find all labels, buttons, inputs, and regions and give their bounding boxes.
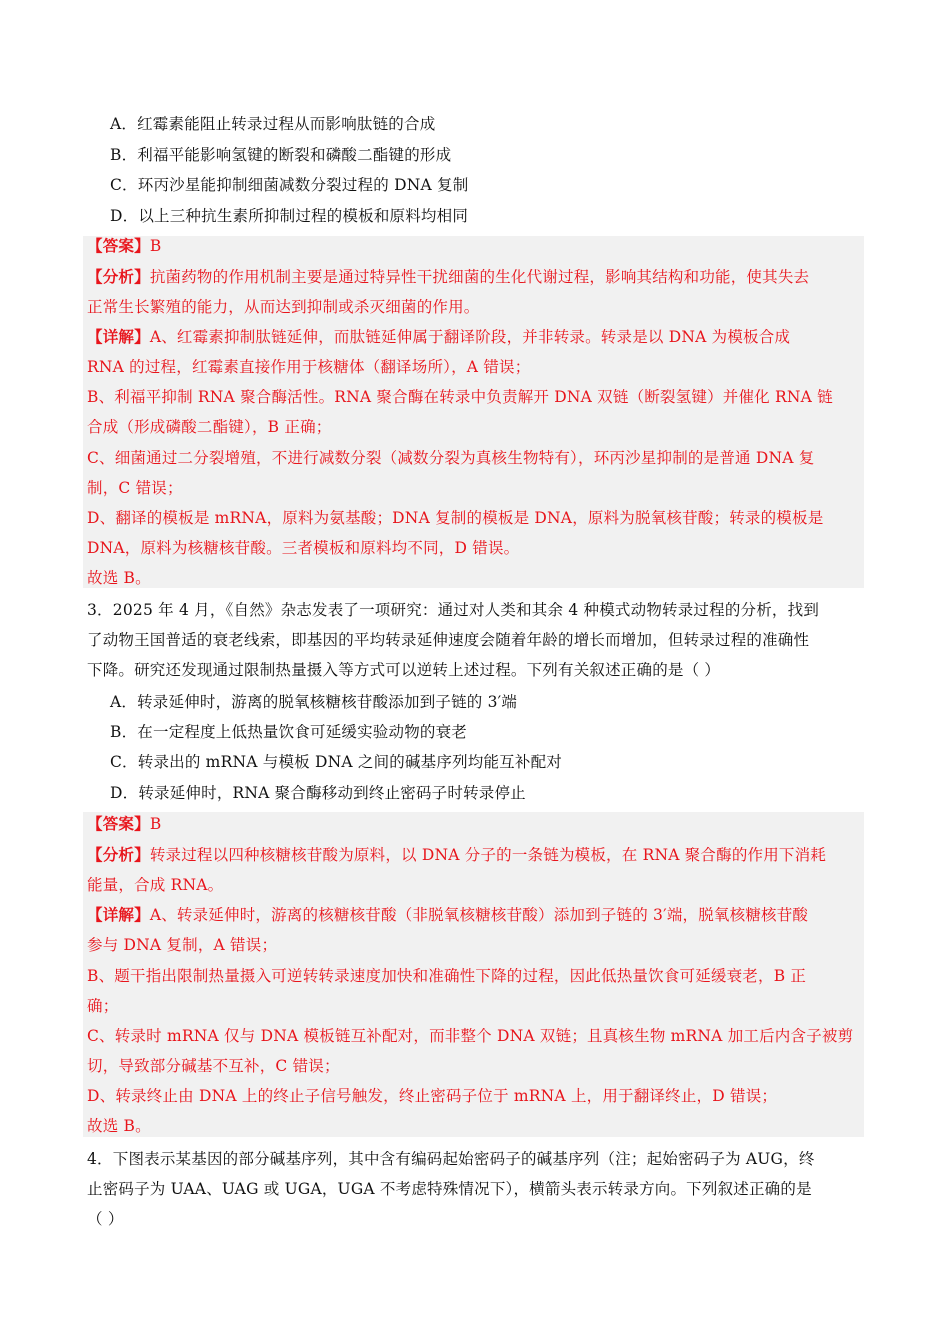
answer-tag: 【答案】 [87, 236, 150, 255]
q4-stem-line-3: （ ） [87, 1210, 124, 1228]
q3-detail-line-7: D、转录终止由 DNA 上的终止子信号触发，终止密码子位于 mRNA 上，用于翻译终止，D 错误； [87, 1087, 778, 1105]
q3-option-c: C．转录出的 mRNA 与模板 DNA 之间的碱基序列均能互补配对 [110, 753, 562, 771]
q2-answer [87, 231, 161, 261]
q3-detail-line-6: 切，导致部分碱基不互补，C 错误； [87, 1057, 340, 1075]
q2-conclusion: 故选 B。 [87, 569, 151, 587]
q2-detail-line-4: 合成（形成磷酸二酯键），B 正确； [87, 418, 332, 436]
q3-analysis-line-1 [87, 840, 826, 870]
q3-detail-line-5: C、转录时 mRNA 仅与 DNA 模板链互补配对，而非整个 DNA 双链；且真核生物 mRNA 加工后内含子被剪 [87, 1027, 854, 1045]
q2-option-d: D．以上三种抗生素所抑制过程的模板和原料均相同 [110, 207, 469, 225]
q2-option-b: B．利福平能影响氢键的断裂和磷酸二酯键的形成 [110, 146, 452, 164]
analysis-text: 抗菌药物的作用机制主要是通过特异性干扰细菌的生化代谢过程，影响其结构和功能，使其失去 [149, 268, 810, 286]
q2-detail-line-3: B、利福平抑制 RNA 聚合酶活性。RNA 聚合酶在转录中负责解开 DNA 双链（断裂氢键）并催化 RNA 链 [87, 388, 833, 406]
q3-option-a: A．转录延伸时，游离的脱氧核糖核苷酸添加到子链的 3′端 [110, 693, 518, 711]
q3-detail-line-1 [87, 900, 808, 930]
q3-detail-line-3: B、题干指出限制热量摄入可逆转转录速度加快和准确性下降的过程，因此低热量饮食可延缓衰老，B 正 [87, 967, 807, 985]
q3-detail-line-4: 确； [87, 997, 119, 1015]
q4-stem-line-2: 止密码子为 UAA、UAG 或 UGA，UGA 不考虑特殊情况下），横箭头表示转录方向。下列叙述正确的是 [87, 1180, 812, 1198]
q3-option-b: B．在一定程度上低热量饮食可延缓实验动物的衰老 [110, 723, 467, 741]
answer-value: B [149, 237, 162, 255]
q2-detail-line-8: DNA，原料为核糖核苷酸。三者模板和原料均不同，D 错误。 [87, 539, 520, 557]
q3-conclusion: 故选 B。 [87, 1117, 151, 1135]
analysis-tag: 【分析】 [87, 267, 150, 286]
q2-detail-line-1 [87, 322, 790, 352]
analysis-text: 转录过程以四种核糖核苷酸为原料，以 DNA 分子的一条链为模板，在 RNA 聚合酶的作用下消耗 [149, 846, 827, 864]
q3-stem-line-3: 下降。研究还发现通过限制热量摄入等方式可以逆转上述过程。下列有关叙述正确的是（ ） [87, 661, 721, 679]
q2-detail-line-7: D、翻译的模板是 mRNA，原料为氨基酸；DNA 复制的模板是 DNA，原料为脱氧核苷酸；转录的模板是 [87, 509, 824, 527]
answer-value: B [149, 815, 162, 833]
q2-option-c: C．环丙沙星能抑制细菌减数分裂过程的 DNA 复制 [110, 176, 469, 194]
q3-stem-line-2: 了动物王国普适的衰老线索，即基因的平均转录延伸速度会随着年龄的增长而增加，但转录过程的准确性 [87, 631, 810, 649]
detail-tag: 【详解】 [87, 905, 150, 924]
q3-detail-line-2: 参与 DNA 复制，A 错误； [87, 936, 278, 954]
q2-detail-line-5: C、细菌通过二分裂增殖，不进行减数分裂（减数分裂为真核生物特有），环丙沙星抑制的是普通 DNA 复 [87, 449, 815, 467]
q3-stem-line-1: 3．2025 年 4 月，《自然》杂志发表了一项研究：通过对人类和其余 4 种模式动物转录过程的分析，找到 [87, 601, 820, 619]
q2-option-a: A．红霉素能阻止转录过程从而影响肽链的合成 [110, 115, 436, 133]
answer-tag: 【答案】 [87, 814, 150, 833]
detail-tag: 【详解】 [87, 327, 150, 346]
q4-stem-line-1: 4．下图表示某基因的部分碱基序列，其中含有编码起始密码子的碱基序列（注；起始密码子为 AUG，终 [87, 1150, 815, 1168]
detail-text: A、转录延伸时，游离的核糖核苷酸（非脱氧核糖核苷酸）添加到子链的 3′端，脱氧核糖核苷酸 [149, 906, 809, 924]
detail-text: A、红霉素抑制肽链延伸，而肽链延伸属于翻译阶段，并非转录。转录是以 DNA 为模板合成 [149, 328, 791, 346]
q3-answer [87, 809, 161, 839]
q3-option-d: D．转录延伸时，RNA 聚合酶移动到终止密码子时转录停止 [110, 784, 526, 802]
q2-detail-line-6: 制，C 错误； [87, 479, 183, 497]
analysis-tag: 【分析】 [87, 845, 150, 864]
q2-analysis-line-1 [87, 262, 809, 292]
q2-detail-line-2: RNA 的过程，红霉素直接作用于核糖体（翻译场所），A 错误； [87, 358, 531, 376]
q3-analysis-line-2: 能量，合成 RNA。 [87, 876, 224, 894]
q2-analysis-line-2: 正常生长繁殖的能力，从而达到抑制或杀灭细菌的作用。 [87, 298, 480, 316]
